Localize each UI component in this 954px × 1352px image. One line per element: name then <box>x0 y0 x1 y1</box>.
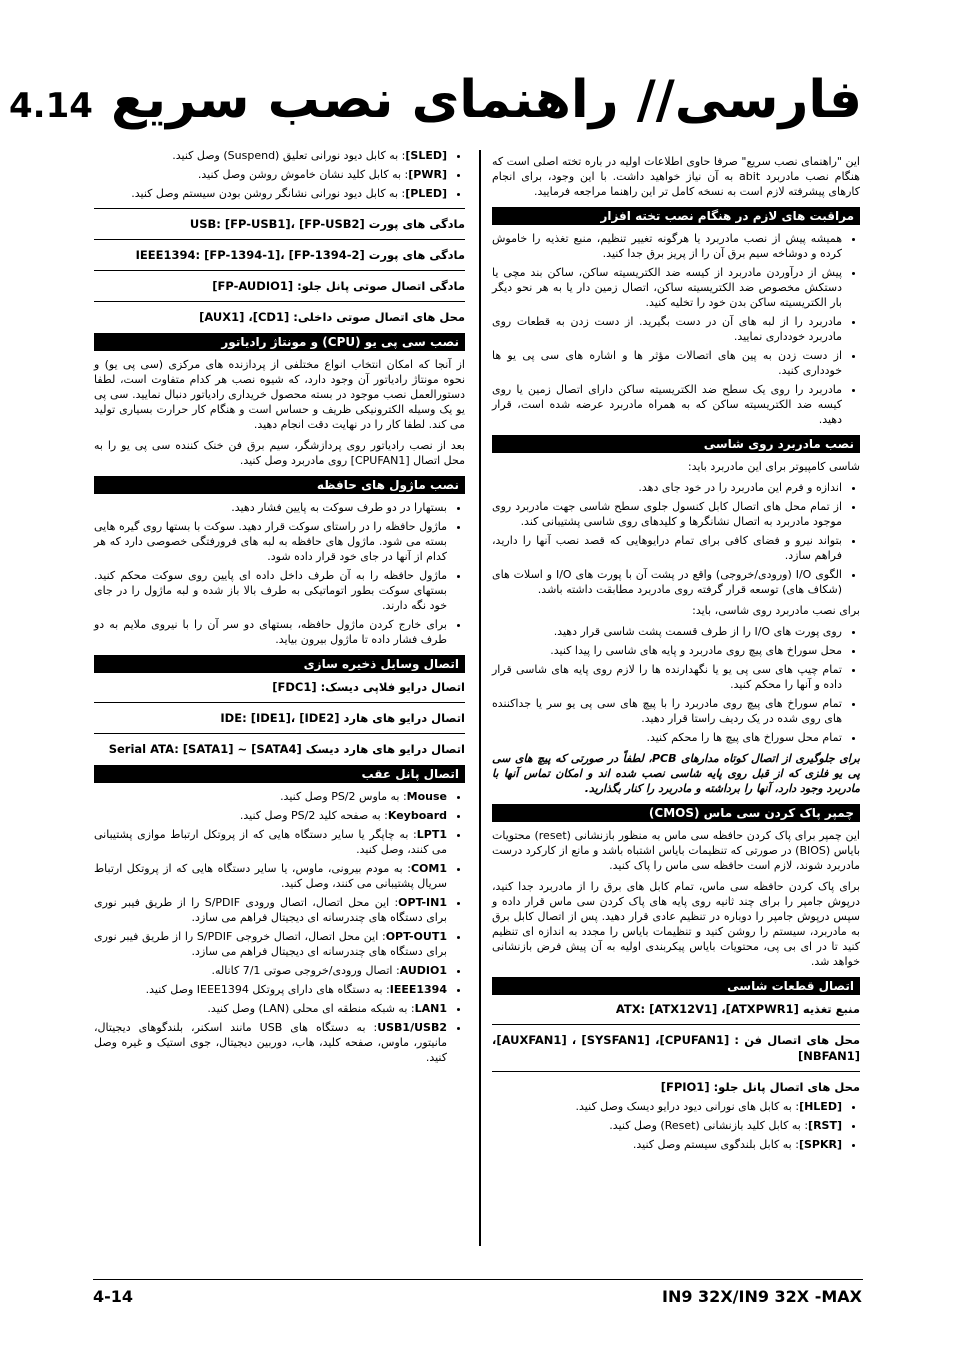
title-number: 4.14 <box>9 86 93 126</box>
chassis-list-2 <box>492 624 860 745</box>
list-item: • از تمام محل های اتصال کابل کنسول جلوی سطح شاسی جهت مادربرد روی موجود مادربرد به اتصال نشانگرها و کلیدهای روی شاسی پشتیبانی کند. <box>492 499 842 529</box>
item-text: : به کابل کلید بازنشانی (Reset) وصل کنید. <box>609 1119 809 1132</box>
fan-heading: محل های اتصال فن : [CPUFAN1]، [SYSFAN1] ، [AUXFAN1]، [NBFAN1] <box>492 1033 860 1063</box>
page-number: 4-14 <box>93 1287 134 1306</box>
front-audio-heading: مادگی اتصال صوتی پانل جلو: [FP-AUDIO1] <box>212 279 465 293</box>
list-item <box>94 789 447 804</box>
list-item: • پیش از درآوردن مادربرد از کیسه ضد الکتریسیته ساکن، ساکن بند مچی یا دستکش مخصوص ضد الکتریسیته ساکن، اتصال زمین دار یا به هر نحو دیگر بار الکتریسیته ساکن بدن خود را تخلیه کنید. <box>492 265 842 310</box>
item-text: : به کابل بلندگوی سیستم وصل کنید. <box>632 1138 799 1151</box>
list-item: • مادربرد را از لبه های آن در دست بگیرید. از دست زدن به قطعات روی مادربرد خودداری نمایید. <box>492 314 842 344</box>
led-list <box>94 148 465 201</box>
back-panel-list <box>94 789 465 1065</box>
list-item: • از دست زدن به پین های اتصالات مؤثر ها و اشاره های سی پی یو ها خودداری کنید. <box>492 348 842 378</box>
cpu-paragraph-2: بعد از نصب رادیاتور روی پردازشگر، سیم برق فن خنک کننده سی پی یو را به محل اتصال [CPUFAN1] روی مادربرد وصل کنید. <box>94 439 465 467</box>
list-item <box>94 148 447 163</box>
chassis-note: برای جلوگیری از اتصال کوتاه مدارهای PCB، لطفاً در صورتی که پیچ های سی پی یو فلزی که از قبل روی پایه شاسی نصب شده اند و امکان تماس آنها با مادربرد وجود دارد، آنها را برداشته و مادربرد را کنار بگذارید. <box>492 752 860 795</box>
list-item: • روی پورت های I/O را از طرف قسمت پشت شاسی قرار دهید. <box>492 624 842 639</box>
item-text: : به دستگاه های USB مانند اسکنر، بلندگوهای دیجیتال، مانیتور، ماوس، صفحه کلید، هاب، دوربین دیجیتال، جوی استیک و غیره وصل کنید. <box>94 1021 447 1064</box>
front-panel-list <box>492 1099 860 1152</box>
item-key: [HLED] <box>799 1100 842 1113</box>
list-item <box>94 808 447 823</box>
footer-rule <box>93 1279 863 1280</box>
item-key: Mouse <box>406 790 447 803</box>
left-column <box>94 140 465 1071</box>
item-key: LPT1 <box>416 828 447 841</box>
item-text: : به کابل های نورانی دیود درایو دیسک وصل کنید. <box>575 1100 800 1113</box>
section-header-chassis-connections: اتصال قطعات شاسی <box>492 977 860 995</box>
cmos-paragraph-1: این چمپر برای پاک کردن حافظه سی ماس به منظور بازنشانی (reset) محتویات بایاس (BIOS) در صورتی که تنظیمات بایاس اشتباه باشد و مانع از کارکرد درست مادربرد شوند، لازم است حافظه سی ماس را پاک کنید. <box>492 829 861 872</box>
item-key: [PLED] <box>405 187 447 200</box>
list-item <box>94 895 447 925</box>
item-key: [RST] <box>808 1119 842 1132</box>
chassis-list <box>492 480 860 597</box>
divider <box>94 702 465 703</box>
item-text: : به کابل دیود نورانی تعلیق (Suspend) وصل کنید. <box>172 149 406 162</box>
list-item: • تمام چیپ های سی پی یو یا نگهدارنده ها را لازم روی پایه های شاسی قرار داده و آنها را محکم کنید. <box>492 662 842 692</box>
model-name: IN9 32X/IN9 32X -MAX <box>662 1287 862 1306</box>
section-header-cmos: چمپر پاک کردن سی ماس (CMOS) <box>492 804 860 822</box>
item-text: : به کابل کلید نشان خاموش روشن وصل کنید. <box>197 168 409 181</box>
list-item <box>492 1118 842 1133</box>
atx-power-heading: منبع تغذیه ATX: [ATX12V1] ،[ATXPWR1] <box>615 1002 860 1016</box>
item-key: [SPKR] <box>798 1138 842 1151</box>
list-item <box>94 1001 447 1016</box>
item-key: USB1/USB2 <box>377 1021 447 1034</box>
section-header-precautions: مراقبت های لازم در هنگام نصب تخته افزار <box>492 207 860 225</box>
list-item <box>94 929 447 959</box>
divider <box>94 208 465 209</box>
intro-paragraph: این "راهنمای نصب سریع" صرفا حاوی اطلاعات اولیه در باره تخته اصلی است که هنگام نصب مادربرد abit به آن نیاز خواهید داشت. با این وجود، برای انجام کارهای پیشرفته لازم است به نسخه کامل تر این راهنما مراجعه فرمایید. <box>492 155 860 198</box>
list-item: • بستهارا در دو طرف سوکت به پایین فشار دهید. <box>94 500 447 515</box>
item-text: : به شبکه منطقه ای محلی (LAN) وصل کنید. <box>207 1002 415 1015</box>
list-item: • برای خارج کردن ماژول حافظه، بستهای دو سر آن را با نیروی ملایم به دو طرف فشار داده تا ماژول بیرون بیاید. <box>94 617 447 647</box>
item-text: : به ماوس PS/2 وصل کنید. <box>280 790 407 803</box>
item-key: LAN1 <box>414 1002 447 1015</box>
item-key: Keyboard <box>387 809 447 822</box>
divider <box>94 301 465 302</box>
list-item: • تمام سوراخ های پیچ روی مادربرد را با پیچ های سی پی یو سر یا جداکننده های روی شده در یک ردیف راستا قرار دهید. <box>492 696 842 726</box>
item-key: [PWR] <box>408 168 447 181</box>
item-text: : به صفحه کلید PS/2 وصل کنید. <box>239 809 388 822</box>
list-item <box>94 982 447 997</box>
list-item: • ماژول حافظه را در راستای سوکت قرار دهید. سوکت با بستها روی گیره هایی بسته می شود. ماژول های حافظه به لبه های فرورفتگی خصوصی دارد که هر کدام از آنها در جای خود قرار داده شود. <box>94 519 447 564</box>
right-column <box>492 140 860 1158</box>
divider <box>492 1024 860 1025</box>
title-text: فارسی// راهنمای نصب سریع <box>111 70 862 130</box>
divider <box>94 270 465 271</box>
item-key: IEEE1394 <box>389 983 447 996</box>
column-divider <box>479 150 481 1246</box>
chassis-intro: شاسی کامپیوتر برای این مادربرد باید: <box>687 460 860 473</box>
list-item: • مادربرد را روی یک سطح ضد الکتریسیته ساکن دارای اتصال زمین یا روی کیسه ضد الکتریسیته ساکن که به همراه مادربرد عرضه شده است، قرار دهید. <box>492 382 842 427</box>
list-item <box>94 827 447 857</box>
cpu-paragraph-1: از آنجا که امکان انتخاب انواع مختلفی از پردازنده های مرکزی (سی پی یو) و نحوه مونتاژ رادیاتور آن وجود دارد، که شیوه نصب هر کدام متفاوت است، لطفا دستورالعمل نصب موجود در بسته محصول خریداری رادیاتور دنبال نمایید. سی پی یو یک وسیله الکترونیکی ظریف و حساس است و هنگام کار حرارت بسیاری تولید می کند. لطفا کار را در نهایت دقت انجام دهید. <box>94 358 465 431</box>
section-header-memory: نصب ماژول های حافظه <box>94 476 465 494</box>
list-item <box>94 1020 447 1065</box>
item-key: AUDIO1 <box>399 964 447 977</box>
usb-heading: مادگی های پورت USB: [FP-USB1]، [FP-USB2] <box>189 217 465 231</box>
section-header-chassis: نصب مادربرد روی شاسی <box>492 435 860 453</box>
divider <box>94 733 465 734</box>
list-item <box>492 1099 842 1114</box>
chassis-intro-2: برای نصب مادربرد روی شاسی، باید: <box>692 604 860 617</box>
list-item: • ماژول حافظه را به آن طرف داخل داده ای پایین روی سوکت محکم کنید. بستهای سوکت بطور اتوماتیکی به طرف بالا باز شده و لبه ماژول را در جای خود نگه دارند. <box>94 568 447 613</box>
page-title <box>9 70 862 130</box>
item-key: [SLED] <box>405 149 447 162</box>
precautions-list <box>492 231 860 427</box>
section-header-back-panel: اتصال پانل عقب <box>94 765 465 783</box>
section-header-storage: اتصال وسایل ذخیره سازی <box>94 655 465 673</box>
list-item <box>492 1137 842 1152</box>
item-text: : به چاپگر یا سایر دستگاه هایی که از پروتکل ارتباط موازی پشتیبانی می کنند، وصل کنید. <box>94 828 447 856</box>
list-item: • اندازه و فرم این مادربرد را در خود جای دهد. <box>492 480 842 495</box>
cmos-paragraph-2: برای پاک کردن حافظه سی ماس، تمام کابل های برق را از مادربرد جدا کنید، درپوش جامپر را برای چند ثانیه روی پایه های پاک کردن سی ماس قرار داده و سپس درپوش جامپر را دوباره در تنظیم عادی قرار دهید. پس از اتصال کابل برق به مادربرد، سیستم را روشن کنید و تنظیمات بایاس را مجدد به اندازه ای تنظیم کنید تا در ای بی پی، محتویات بایاس پیکربندی اولیه به آن پیش فرض بازنشانی خواهد شد. <box>492 880 860 968</box>
item-text: : به مودم بیرونی، ماوس، یا سایر دستگاه هایی که از پروتکل ارتباط سریال پشتیبانی می کنند، وصل کنید. <box>94 862 447 890</box>
item-key: OPT-IN1 <box>398 896 447 909</box>
memory-list <box>94 500 465 647</box>
item-text: : به کابل دیود نورانی نشانگر روشن بودن سیستم وصل کنید. <box>131 187 406 200</box>
list-item: • محل سوراخ های پیچ روی مادربرد و پایه های شاسی را پیدا کنید. <box>492 643 842 658</box>
item-key: OPT-OUT1 <box>385 930 447 943</box>
list-item <box>94 861 447 891</box>
item-text: : اتصال ورودی/خروجی صوتی 7/1 کاناله. <box>211 964 400 977</box>
item-text: : این محل اتصال، اتصال خروجی S/PDIF را از طریق فیبر نوری برای دستگاه های چندرسانه ای دیجیتال فراهم می سازد. <box>94 930 447 958</box>
list-item: • بتواند نیرو و فضای کافی برای تمام درایوهایی که قصد نصب آنها را دارید، فراهم سازد. <box>492 533 842 563</box>
list-item: • الگوی I/O (ورودی/خروجی) واقع در پشت آن با پورت های I/O و اسلات های (شکاف های) توسعه قرار گرفته روی مادربرد مطابقت داشته باشد. <box>492 567 842 597</box>
fdc-heading: اتصال درایو فلاپی دیسک: [FDC1] <box>272 680 465 694</box>
list-item: • همیشه پیش از نصب مادربرد یا هرگونه تغییر تنظیم، منبع تغذیه را خاموش کرده و دوشاخه سیم برق آن را از پریز برق جدا کنید. <box>492 231 842 261</box>
divider <box>492 1071 860 1072</box>
section-header-cpu: نصب سی پی یو (CPU) و مونتاژ رادیاتور <box>94 333 465 351</box>
ide-heading: اتصال درایو های هارد IDE: [IDE1]، [IDE2] <box>220 711 465 725</box>
front-panel-heading: محل های اتصال پانل جلو: [FPIO1] <box>660 1080 860 1094</box>
ieee1394-heading: مادگی های پورت IEEE1394: [FP-1394-1]، [FP-1394-2] <box>135 248 465 262</box>
item-text: : این محل اتصال، اتصال ورودی S/PDIF را از طریق فیبر نوری برای دستگاه های چندرسانه ای دیجیتال فراهم می سازد. <box>94 896 447 924</box>
item-key: COM1 <box>410 862 447 875</box>
list-item <box>94 167 447 182</box>
item-text: : به دستگاه های دارای پروتکل IEEE1394 وصل کنید. <box>145 983 390 996</box>
internal-audio-heading: محل های اتصال صوتی داخلی: [CD1]، [AUX1] <box>199 310 465 324</box>
sata-heading: اتصال درایو های هارد دیسک Serial ATA: [SATA1] ~ [SATA4] <box>108 742 465 756</box>
list-item <box>94 186 447 201</box>
divider <box>94 239 465 240</box>
list-item <box>94 963 447 978</box>
list-item: • تمام محل سوراخ های پیچ ها را محکم کنید. <box>492 730 842 745</box>
